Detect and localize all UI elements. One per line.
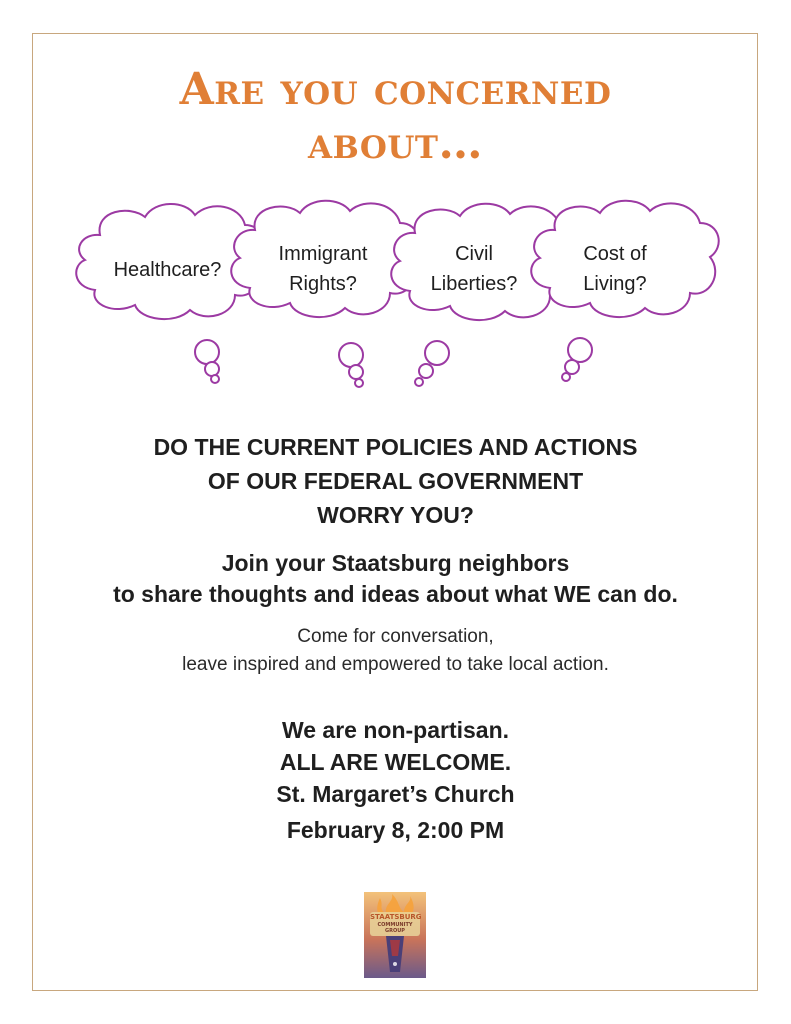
community-group-logo [364,892,426,978]
nonpartisan-text: We are non-partisan. [281,717,510,743]
concern-healthcare: Healthcare? [113,259,222,281]
event-details [0,714,791,846]
thought-clouds [0,195,791,395]
welcome-text: ALL ARE WELCOME. [279,749,512,775]
concern-cost-of-living: Cost of Living? [583,243,647,295]
thought-cloud-1 [76,204,263,383]
headline-line-1: Are you concerned [179,64,612,115]
event-datetime: February 8, 2:00 PM [286,817,505,843]
join-invitation: Join your Staatsburg neighbors to share thoughts and ideas about what WE can do. [113,550,678,607]
concern-civil-liberties: Civil Liberties? [430,243,518,295]
logo-text-mid: COMMUNITY [377,922,413,928]
event-location: St. Margaret’s Church [276,781,515,807]
come-for-conversation: Come for conversation, leave inspired and empowered to take local action. [182,626,609,675]
concern-immigrant-rights: Immigrant Rights? [278,243,368,295]
torch-logo-graphic [364,892,426,978]
logo-text-bot: GROUP [385,928,405,934]
policies-question: DO THE CURRENT POLICIES AND ACTIONS OF OUR FEDERAL GOVERNMENT WORRY YOU? [153,434,638,528]
headline-line-2: about… [308,118,483,169]
logo-text-top: STAATSBURG [370,913,422,921]
